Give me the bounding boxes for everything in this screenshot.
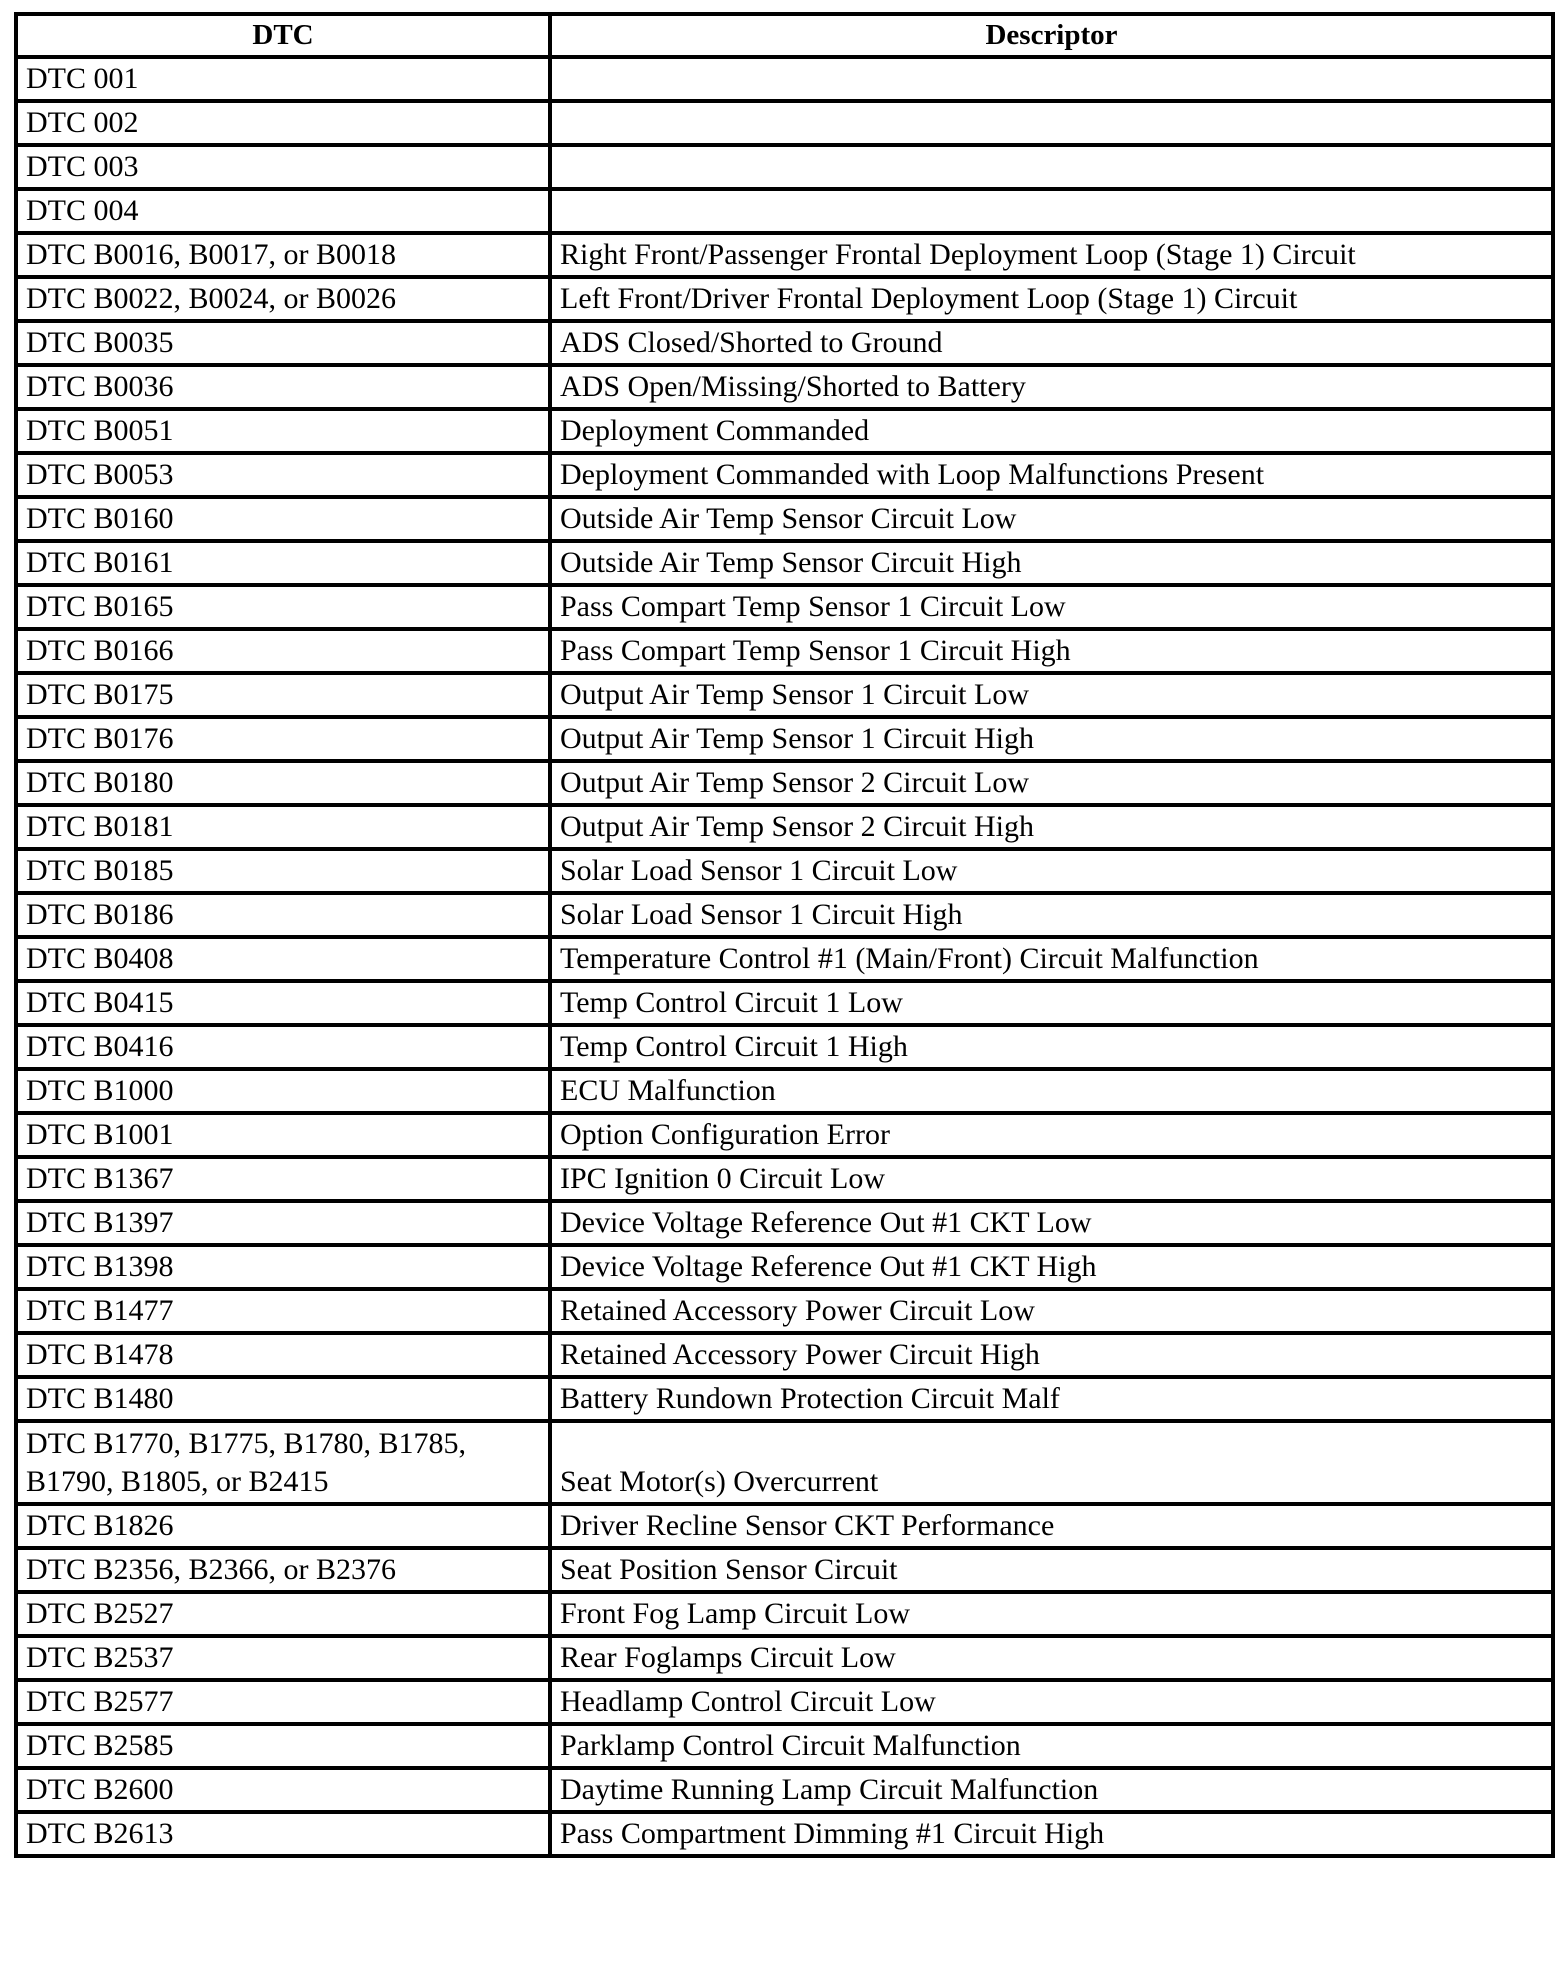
dtc-code-cell: DTC B2577 (16, 1680, 550, 1724)
descriptor-cell: ADS Closed/Shorted to Ground (550, 321, 1553, 365)
table-row (16, 1025, 1553, 1069)
dtc-code-cell: DTC B2537 (16, 1636, 550, 1680)
descriptor-cell: ECU Malfunction (550, 1069, 1553, 1113)
table-body (16, 57, 1553, 1856)
dtc-code-cell: DTC B0415 (16, 981, 550, 1025)
descriptor-cell: Option Configuration Error (550, 1113, 1553, 1157)
dtc-code-cell: DTC B0160 (16, 497, 550, 541)
dtc-code-cell: DTC B1826 (16, 1504, 550, 1548)
table-row (16, 1636, 1553, 1680)
dtc-code-cell: DTC B2585 (16, 1724, 550, 1768)
descriptor-cell: Solar Load Sensor 1 Circuit High (550, 893, 1553, 937)
dtc-code-cell: DTC B0181 (16, 805, 550, 849)
descriptor-cell: Pass Compart Temp Sensor 1 Circuit High (550, 629, 1553, 673)
table-row (16, 409, 1553, 453)
dtc-code-cell: DTC B2527 (16, 1592, 550, 1636)
table-row (16, 937, 1553, 981)
table-row (16, 1157, 1553, 1201)
descriptor-cell: Device Voltage Reference Out #1 CKT Low (550, 1201, 1553, 1245)
descriptor-cell: Pass Compart Temp Sensor 1 Circuit Low (550, 585, 1553, 629)
table-row (16, 585, 1553, 629)
dtc-table (14, 12, 1555, 1858)
table-row (16, 277, 1553, 321)
descriptor-cell: Output Air Temp Sensor 2 Circuit High (550, 805, 1553, 849)
table-row (16, 981, 1553, 1025)
descriptor-cell: Front Fog Lamp Circuit Low (550, 1592, 1553, 1636)
dtc-code-cell: DTC B1477 (16, 1289, 550, 1333)
table-row (16, 1592, 1553, 1636)
dtc-code-cell: DTC B0161 (16, 541, 550, 585)
dtc-code-cell: DTC B0036 (16, 365, 550, 409)
dtc-code-cell: DTC B1398 (16, 1245, 550, 1289)
descriptor-cell: Outside Air Temp Sensor Circuit Low (550, 497, 1553, 541)
header-descriptor: Descriptor (550, 14, 1553, 57)
dtc-code-cell: DTC B0022, B0024, or B0026 (16, 277, 550, 321)
descriptor-cell: Left Front/Driver Frontal Deployment Loop (Stage 1) Circuit (550, 277, 1553, 321)
dtc-code-cell: DTC B0180 (16, 761, 550, 805)
dtc-code-cell: DTC 002 (16, 101, 550, 145)
dtc-code-cell: DTC B1000 (16, 1069, 550, 1113)
table-row (16, 145, 1553, 189)
descriptor-cell: Retained Accessory Power Circuit High (550, 1333, 1553, 1377)
table-row (16, 805, 1553, 849)
table-row (16, 1333, 1553, 1377)
dtc-code-cell: DTC B0035 (16, 321, 550, 365)
descriptor-cell: Output Air Temp Sensor 1 Circuit Low (550, 673, 1553, 717)
descriptor-cell: Pass Compartment Dimming #1 Circuit High (550, 1812, 1553, 1856)
descriptor-cell: ADS Open/Missing/Shorted to Battery (550, 365, 1553, 409)
dtc-code-cell: DTC B2613 (16, 1812, 550, 1856)
dtc-code-cell: DTC 004 (16, 189, 550, 233)
dtc-code-cell: DTC B0416 (16, 1025, 550, 1069)
table-row (16, 849, 1553, 893)
table-row (16, 365, 1553, 409)
table-row (16, 761, 1553, 805)
table-row (16, 1289, 1553, 1333)
descriptor-cell: Rear Foglamps Circuit Low (550, 1636, 1553, 1680)
table-row (16, 1245, 1553, 1289)
dtc-code-cell: DTC B0176 (16, 717, 550, 761)
descriptor-cell: Output Air Temp Sensor 2 Circuit Low (550, 761, 1553, 805)
table-row (16, 1201, 1553, 1245)
dtc-code-cell: DTC 001 (16, 57, 550, 101)
dtc-code-cell: DTC B0185 (16, 849, 550, 893)
table-header-row (16, 14, 1553, 57)
table-row (16, 1724, 1553, 1768)
table-row (16, 1548, 1553, 1592)
dtc-code-cell: DTC B1478 (16, 1333, 550, 1377)
descriptor-cell: Seat Motor(s) Overcurrent (550, 1421, 1553, 1504)
document-page (14, 12, 1551, 1858)
descriptor-cell (550, 189, 1553, 233)
descriptor-cell: Daytime Running Lamp Circuit Malfunction (550, 1768, 1553, 1812)
header-dtc: DTC (16, 14, 550, 57)
dtc-code-cell: DTC B1397 (16, 1201, 550, 1245)
descriptor-cell: IPC Ignition 0 Circuit Low (550, 1157, 1553, 1201)
descriptor-cell: Right Front/Passenger Frontal Deployment Loop (Stage 1) Circuit (550, 233, 1553, 277)
descriptor-cell: Device Voltage Reference Out #1 CKT High (550, 1245, 1553, 1289)
dtc-code-cell: DTC B0165 (16, 585, 550, 629)
table-row (16, 1421, 1553, 1504)
table-row (16, 893, 1553, 937)
table-row (16, 497, 1553, 541)
descriptor-cell: Retained Accessory Power Circuit Low (550, 1289, 1553, 1333)
dtc-code-cell: DTC B1480 (16, 1377, 550, 1421)
dtc-code-cell: DTC B0408 (16, 937, 550, 981)
table-row (16, 629, 1553, 673)
descriptor-cell (550, 145, 1553, 189)
table-row (16, 233, 1553, 277)
table-row (16, 101, 1553, 145)
descriptor-cell: Temperature Control #1 (Main/Front) Circuit Malfunction (550, 937, 1553, 981)
dtc-code-cell: DTC B0166 (16, 629, 550, 673)
descriptor-cell: Solar Load Sensor 1 Circuit Low (550, 849, 1553, 893)
dtc-code-cell: DTC B0016, B0017, or B0018 (16, 233, 550, 277)
table-row (16, 57, 1553, 101)
descriptor-cell: Temp Control Circuit 1 Low (550, 981, 1553, 1025)
descriptor-cell: Temp Control Circuit 1 High (550, 1025, 1553, 1069)
table-row (16, 189, 1553, 233)
dtc-code-cell: DTC B1367 (16, 1157, 550, 1201)
table-row (16, 1812, 1553, 1856)
descriptor-cell: Outside Air Temp Sensor Circuit High (550, 541, 1553, 585)
descriptor-cell (550, 101, 1553, 145)
table-row (16, 1069, 1553, 1113)
table-row (16, 1113, 1553, 1157)
table-row (16, 541, 1553, 585)
dtc-code-cell: DTC B2600 (16, 1768, 550, 1812)
table-row (16, 1504, 1553, 1548)
descriptor-cell: Deployment Commanded with Loop Malfunctions Present (550, 453, 1553, 497)
dtc-code-cell: DTC B0175 (16, 673, 550, 717)
table-row (16, 321, 1553, 365)
table-row (16, 717, 1553, 761)
descriptor-cell: Battery Rundown Protection Circuit Malf (550, 1377, 1553, 1421)
dtc-code-cell: DTC B0051 (16, 409, 550, 453)
dtc-code-cell: DTC B2356, B2366, or B2376 (16, 1548, 550, 1592)
table-row (16, 1768, 1553, 1812)
descriptor-cell: Driver Recline Sensor CKT Performance (550, 1504, 1553, 1548)
dtc-code-cell: DTC 003 (16, 145, 550, 189)
descriptor-cell: Parklamp Control Circuit Malfunction (550, 1724, 1553, 1768)
dtc-code-cell: DTC B1770, B1775, B1780, B1785, B1790, B1805, or B2415 (16, 1421, 550, 1504)
descriptor-cell (550, 57, 1553, 101)
dtc-code-cell: DTC B0186 (16, 893, 550, 937)
table-row (16, 1680, 1553, 1724)
dtc-code-cell: DTC B1001 (16, 1113, 550, 1157)
descriptor-cell: Seat Position Sensor Circuit (550, 1548, 1553, 1592)
table-row (16, 1377, 1553, 1421)
table-row (16, 453, 1553, 497)
descriptor-cell: Headlamp Control Circuit Low (550, 1680, 1553, 1724)
dtc-code-cell: DTC B0053 (16, 453, 550, 497)
table-row (16, 673, 1553, 717)
descriptor-cell: Deployment Commanded (550, 409, 1553, 453)
descriptor-cell: Output Air Temp Sensor 1 Circuit High (550, 717, 1553, 761)
